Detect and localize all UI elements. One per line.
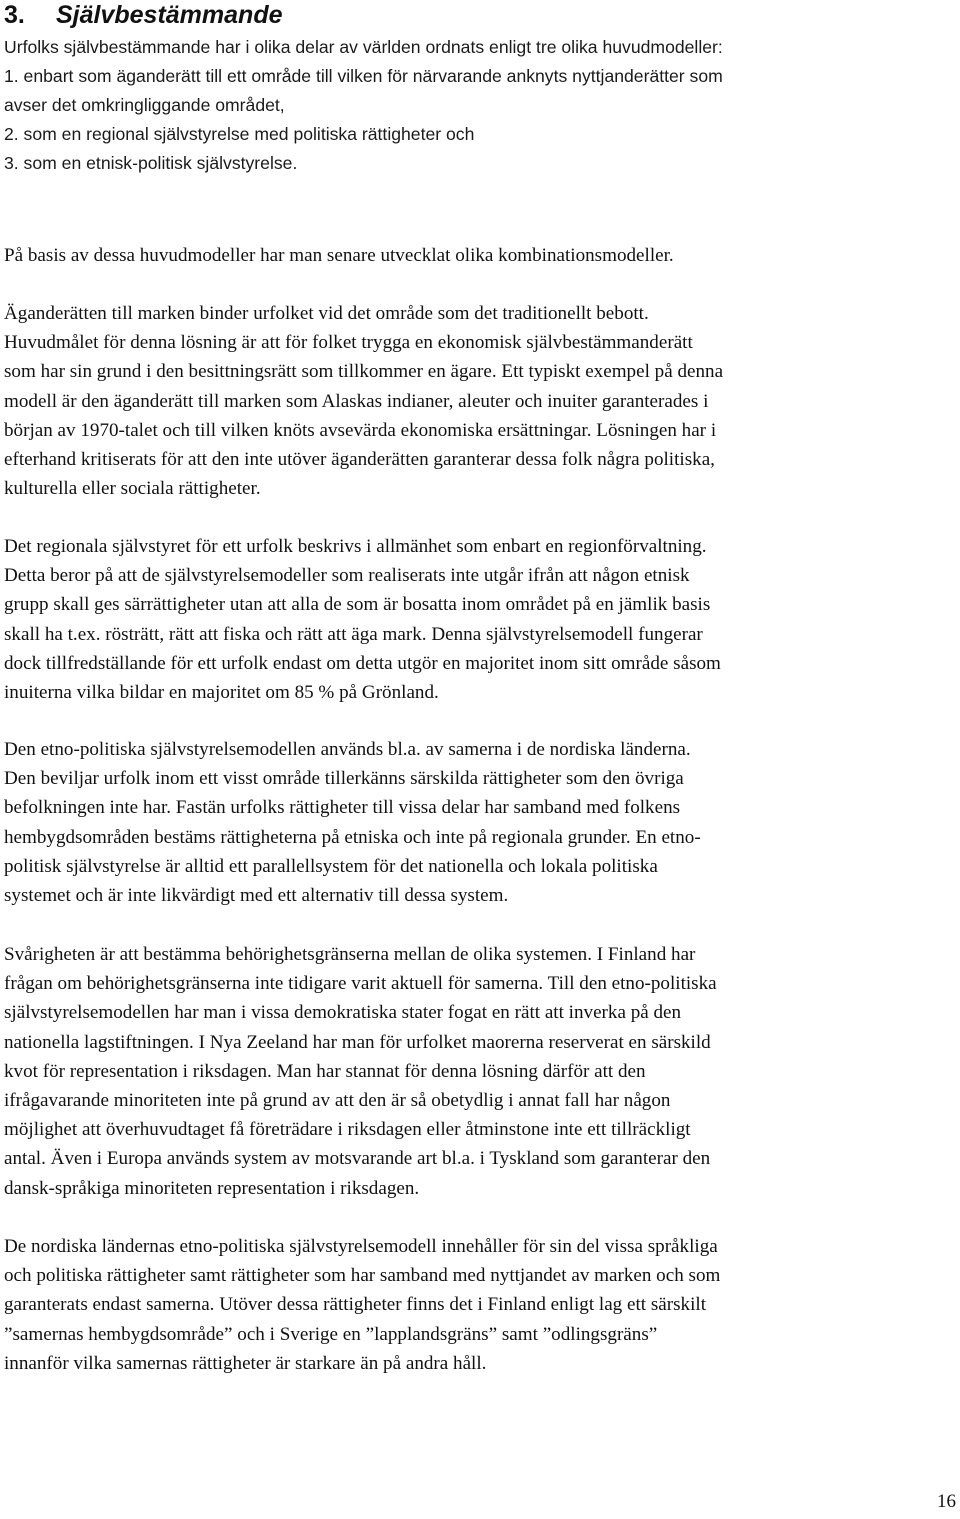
paragraph-line: frågan om behörighetsgränserna inte tidigare varit aktuell för samerna. Till den etno-politiska [4,973,717,995]
paragraph-line: möjlighet att överhuvudtaget få företrädare i riksdagen eller åtminstone inte ett tillräckligt [4,1119,691,1141]
paragraph-line: och politiska rättigheter samt rättigheter som har samband med nyttjandet av marken och som [4,1265,721,1287]
paragraph-6 [4,1232,720,1378]
intro-line: 3. som en etnisk-politisk självstyrelse. [4,153,298,173]
paragraph-line: Den beviljar urfolk inom ett visst område tillerkänns särskilda rättigheter som den övriga [4,768,684,790]
paragraph-line: kvot för representation i riksdagen. Man har stannat för denna lösning därför att den [4,1060,646,1082]
paragraph-line: nationella lagstiftningen. I Nya Zeeland har man för urfolket maorerna reserverat en särskild [4,1031,711,1053]
paragraph-line: Äganderätten till marken binder urfolket vid det område som det traditionellt bebott. [4,303,649,324]
paragraph-line: som har sin grund i den besittningsrätt som tillkommer en ägare. Ett typiskt exempel på denna [4,361,724,383]
paragraph-line: ifrågavarande minoriteten inte på grund av att den är så obetydlig i annat fall har någon [4,1090,671,1112]
paragraph-line: Huvudmålet för denna lösning är att för folket trygga en ekonomisk självbestämmanderätt [4,332,693,354]
section-title: Självbestämmande [56,1,283,29]
paragraph-line: På basis av dessa huvudmodeller har man senare utvecklat olika kombinationsmodeller. [4,245,674,266]
paragraph-line: skall ha t.ex. rösträtt, rätt att fiska och rätt att äga mark. Denna självstyrelsemodell fungerar [4,623,703,645]
intro-line: 1. enbart som äganderätt till ett område till vilken för närvarande anknyts nyttjanderätter som [4,66,723,86]
paragraph-line: politisk självstyrelse är alltid ett parallellsystem för det nationella och lokala politiska [4,855,658,877]
paragraph-line: Den etno-politiska självstyrelsemodellen används bl.a. av samerna i de nordiska länderna. [4,739,691,760]
paragraph-line: dock tillfredställande för ett urfolk endast om detta utgör en majoritet inom sitt område såsom [4,652,721,674]
paragraph-line: dansk-språkiga minoriteten representation i riksdagen. [4,1177,420,1199]
intro-line: Urfolks självbestämmande har i olika delar av världen ordnats enligt tre olika huvudmodeller: [4,37,723,57]
paragraph-line: inuiterna vilka bildar en majoritet om 85 % på Grönland. [4,682,439,704]
paragraph-line: systemet och är inte likvärdigt med ett alternativ till dessa system. [4,885,509,907]
paragraph-line: hembygdsområden bestäms rättigheterna på etniska och inte på regionala grunder. En etno- [4,826,701,848]
paragraph-line: antal. Även i Europa används system av motsvarande art bl.a. i Tyskland som garanterar den [4,1148,711,1170]
paragraph-3 [4,532,721,707]
paragraph-line: kulturella eller sociala rättigheter. [4,478,261,500]
paragraph-line: Detta beror på att de självstyrelsemodeller som realiserats inte utgår ifrån att någon etnisk [4,565,690,587]
intro-line: 2. som en regional självstyrelse med politiska rättigheter och [4,124,475,144]
paragraph-line: garanterats endast samerna. Utöver dessa rättigheter finns det i Finland enligt lag ett särskilt [4,1294,707,1316]
paragraph-2 [4,299,723,503]
section-heading [4,0,283,30]
paragraph-line: innanför vilka samernas rättigheter är starkare än på andra håll. [4,1352,487,1374]
page-number: 16 [937,1491,956,1512]
paragraph-4 [4,735,701,910]
paragraph-line: Det regionala självstyret för ett urfolk beskrivs i allmänhet som enbart en regionförvaltning. [4,536,707,557]
paragraph-line: början av 1970-talet och till vilken knöts avsevärda ekonomiska ersättningar. Lösningen har i [4,419,717,441]
paragraph-1 [4,241,674,270]
section-number: 3. [4,1,25,29]
paragraph-line: grupp skall ges särrättigheter utan att alla de som är bosatta inom området på en jämlik basis [4,594,711,616]
paragraph-line: ”samernas hembygdsområde” och i Sverige en ”lapplandsgräns” samt ”odlingsgräns” [4,1323,658,1345]
paragraph-line: befolkningen inte har. Fastän urfolks rättigheter till vissa delar har samband med folkens [4,797,681,819]
paragraph-line: modell är den äganderätt till marken som Alaskas indianer, aleuter och inuiter garanterades i [4,390,709,412]
intro-block [4,33,723,178]
paragraph-line: De nordiska ländernas etno-politiska självstyrelsemodell innehåller för sin del vissa språkliga [4,1236,718,1257]
paragraph-line: självstyrelsemodellen har man i vissa demokratiska stater fogat en rätt att inverka på den [4,1002,682,1024]
paragraph-line: Svårigheten är att bestämma behörighetsgränserna mellan de olika systemen. I Finland har [4,944,696,965]
intro-line: avser det omkringliggande området, [4,95,285,115]
paragraph-5 [4,940,717,1203]
paragraph-line: efterhand kritiserats för att den inte utöver äganderätten garanterar dessa folk några politiska, [4,449,715,471]
